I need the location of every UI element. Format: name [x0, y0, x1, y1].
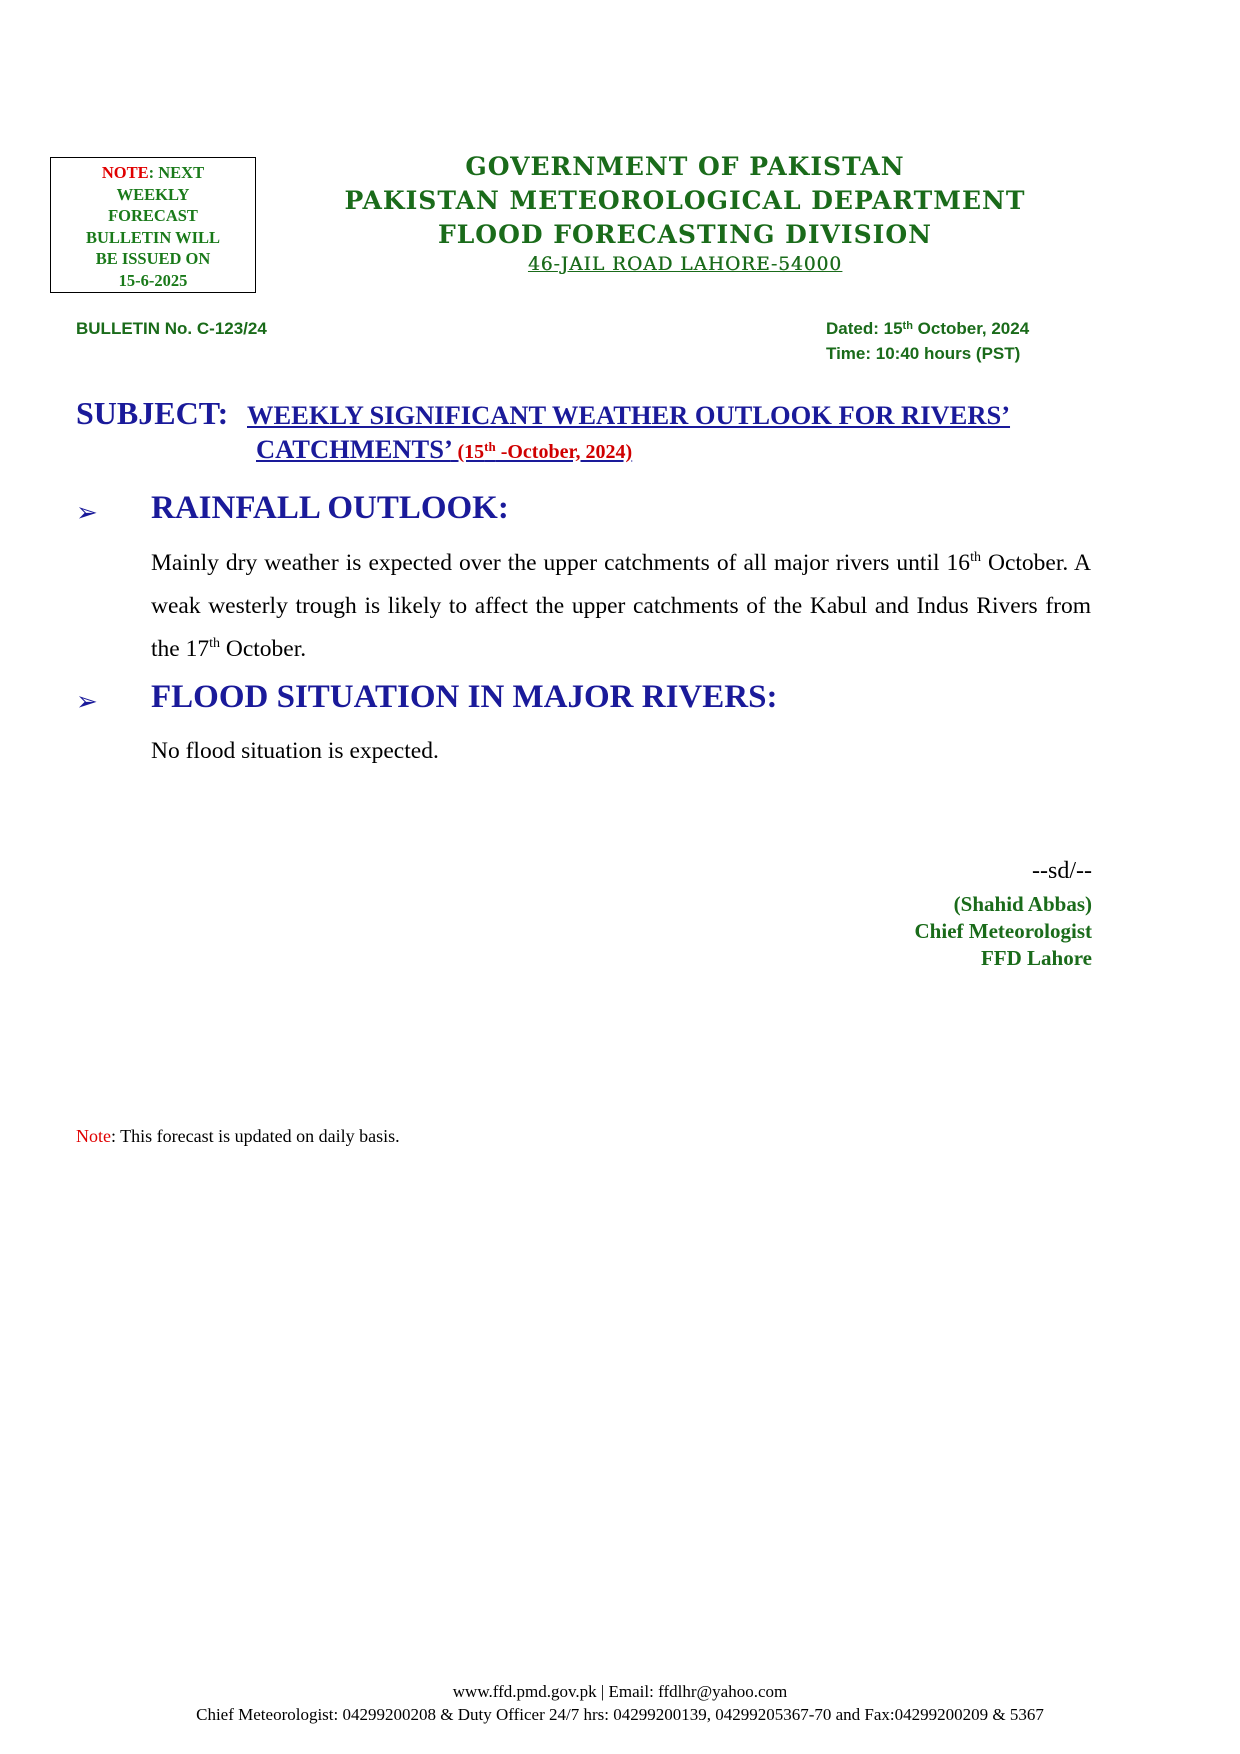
header-government: GOVERNMENT OF PAKISTAN [465, 152, 905, 181]
subject-date-sup: th [484, 439, 496, 454]
signature-office: FFD Lahore [980, 946, 1092, 970]
arrow-bullet-icon: ➢ [76, 498, 98, 528]
note-box-line: BE ISSUED ON [95, 249, 211, 268]
date-rest: October, 2024 [912, 319, 1030, 338]
note-box-line: FORECAST [108, 206, 198, 225]
signature-title: Chief Meteorologist [914, 919, 1092, 943]
daily-update-note [76, 1126, 400, 1147]
subject-date [457, 441, 632, 463]
date-sup: th [902, 320, 913, 332]
subject-line-2 [256, 434, 632, 465]
rainfall-sup: th [209, 636, 220, 651]
footnote-label: Note [76, 1126, 111, 1146]
flood-situation-text: No flood situation is expected. [151, 738, 439, 764]
subject-catchments: CATCHMENTS’ [256, 434, 451, 464]
rainfall-outlook-heading: RAINFALL OUTLOOK: [151, 490, 509, 526]
subject-date-pre: (15 [457, 441, 485, 463]
flood-situation-heading: FLOOD SITUATION IN MAJOR RIVERS: [151, 679, 778, 715]
note-box-label: NOTE [101, 163, 149, 182]
header-department: PAKISTAN METEOROLOGICAL DEPARTMENT [344, 186, 1026, 215]
rainfall-text-part: October. A weak westerly trough is likely to affect the upper catchments of the Kabul and Indus Rivers from the 17 [151, 550, 1091, 662]
rainfall-sup: th [970, 550, 981, 565]
arrow-bullet-icon: ➢ [76, 687, 98, 717]
rainfall-outlook-text [151, 542, 1091, 671]
bulletin-number: BULLETIN No. C-123/24 [76, 319, 267, 338]
bulletin-time: Time: 10:40 hours (PST) [826, 344, 1021, 363]
footer-website-email: www.ffd.pmd.gov.pk | Email: ffdlhr@yahoo.com [452, 1682, 788, 1701]
subject-label: SUBJECT: [76, 395, 229, 431]
date-label: Dated: 15 [826, 319, 903, 338]
rainfall-text-part: Mainly dry weather is expected over the upper catchments of all major rivers until 16 [151, 550, 971, 576]
note-box-line: : NEXT [148, 163, 205, 182]
subject-line-1: WEEKLY SIGNIFICANT WEATHER OUTLOOK FOR RIVERS’ [247, 400, 1011, 430]
next-bulletin-note-box [50, 157, 256, 293]
signature-sd: --sd/-- [1032, 858, 1092, 884]
header-division: FLOOD FORECASTING DIVISION [437, 220, 933, 249]
footnote-text: : This forecast is updated on daily basis. [111, 1126, 400, 1146]
footer-contacts: Chief Meteorologist: 04299200208 & Duty Officer 24/7 hrs: 04299200139, 04299205367-70 and Fax:04299200209 & 5367 [196, 1705, 1044, 1724]
subject-date-post: -October, 2024) [495, 441, 633, 463]
rainfall-text-part: October. [219, 636, 307, 662]
bulletin-date [826, 319, 1029, 339]
header-address: 46-JAIL ROAD LAHORE-54000 [527, 254, 843, 275]
note-box-line: 15-6-2025 [118, 270, 188, 290]
signature-name: (Shahid Abbas) [953, 892, 1092, 916]
note-box-line: WEEKLY [116, 184, 190, 204]
note-box-line: BULLETIN WILL [85, 227, 221, 247]
